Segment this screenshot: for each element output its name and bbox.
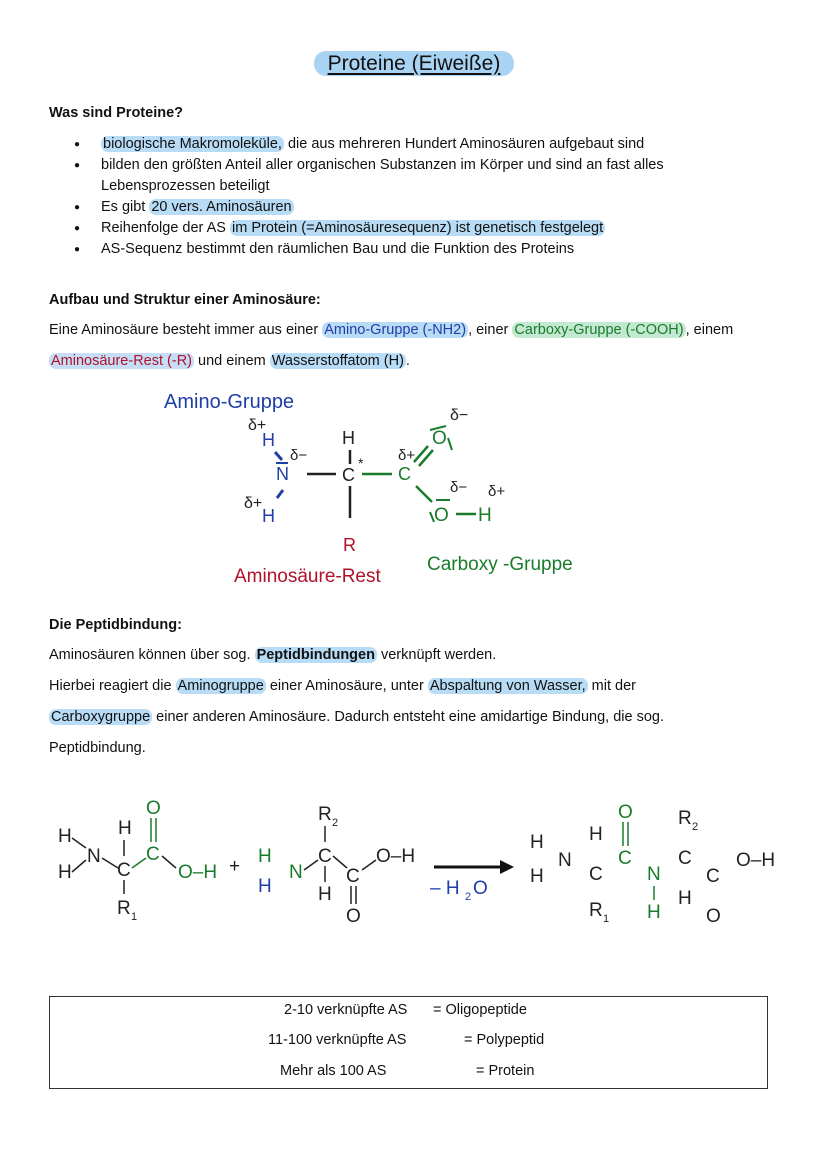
atom-c: C [618,848,632,869]
atom-n: N [558,850,572,871]
list-item-text: Es gibt [101,199,150,215]
atom-h: H [589,824,603,845]
bond [72,860,86,872]
table-cell: = Protein [476,1063,535,1079]
atom-o: O [346,906,361,927]
subscript: 1 [131,911,138,923]
atom-o: O [432,428,447,449]
atom-r2: R [678,808,692,829]
list-item [49,197,789,218]
atom-c: C [589,864,603,885]
amino-group-label: Amino-Gruppe [164,391,295,413]
atom-h: H [262,430,275,450]
chiral-marker: * [358,455,364,471]
highlight-rest: Aminosäure-Rest (-R) [51,353,192,369]
highlight: 20 vers. Aminosäuren [151,199,292,215]
highlight-carboxy: Carboxy-Gruppe (-COOH) [514,322,684,338]
table-cell: Mehr als 100 AS [280,1063,387,1079]
paragraph [49,645,809,666]
atom-c: C [706,866,720,887]
page-title [0,52,828,76]
text: mit der [587,678,636,694]
list-item-text: die aus mehreren Hundert Aminosäuren aufgebaut sind [283,136,645,152]
table-cell: 11-100 verknüpfte AS [268,1032,407,1048]
arrow-head [500,860,514,874]
list-item-text: bilden den größten Anteil aller organischen Substanzen im Körper und sind an fast alles [101,157,664,173]
list-item [49,134,789,155]
list-item [49,239,789,260]
delta-minus-label: δ− [290,447,308,464]
hydroxyl: O–H [178,862,218,883]
bond [277,490,283,498]
atom-h: H [258,846,272,867]
atom-n: N [647,864,661,885]
atom-r2: R [318,804,332,825]
water-o: O [473,878,488,899]
atom-c: C [117,860,131,881]
bond [304,860,318,870]
list-item-text: Reihenfolge der AS [101,220,230,236]
atom-o: O [146,798,161,819]
highlight: Peptidbindungen [256,647,375,663]
text: einer anderen Aminosäure. Dadurch entsteht eine amidartige Bindung, die sog. [152,709,665,725]
amino-acid-diagram [0,380,828,595]
paragraph: Peptidbindung. [49,740,146,756]
carboxy-group-label: Carboxy -Gruppe [427,554,573,575]
list-item-text: AS-Sequenz bestimmt den räumlichen Bau und die Funktion des Proteins [101,241,575,257]
delta-minus-label: δ− [450,407,469,424]
peptide-size-table [49,996,768,1089]
bond [362,860,376,870]
paragraph [49,351,809,372]
atom-h: H [530,866,544,887]
lone-pair [448,438,452,450]
subscript: 2 [692,821,699,833]
text: , einem [685,322,734,338]
hydroxyl: O–H [736,850,776,871]
atom-o: O [706,906,721,927]
highlight-h: Wasserstoffatom (H) [271,353,404,369]
text: Eine Aminosäure besteht immer aus einer [49,322,323,338]
table-cell: 2-10 verknüpfte AS [284,1002,408,1018]
subscript: 2 [332,817,339,829]
section-heading-amino-acid: Aufbau und Struktur einer Aminosäure: [49,292,321,308]
water-elimination [430,878,488,903]
bond [162,856,176,868]
section-heading-peptide: Die Peptidbindung: [49,617,182,633]
list-item [49,218,789,239]
table-cell: = Polypeptid [464,1032,545,1048]
atom-n: N [87,846,101,867]
atom-n: N [276,464,289,484]
highlight: Aminogruppe [177,678,264,694]
text: Hierbei reagiert die [49,678,176,694]
text: , einer [468,322,513,338]
atom-h: H [58,862,72,883]
text: einer Aminosäure, unter [265,678,428,694]
atom-o: O [618,802,633,823]
atom-h: H [318,884,332,905]
highlight: biologische Makromoleküle, [103,136,282,152]
amino-acid-2 [258,804,415,927]
text: verknüpft werden. [376,647,497,663]
atom-r1: R [589,900,603,921]
hydroxyl: O–H [376,846,416,867]
dipeptide [530,802,775,927]
subscript: 2 [465,891,472,903]
list-item [49,155,789,197]
delta-plus-label: δ+ [488,483,506,500]
atom-h: H [58,826,72,847]
text: Aminosäuren können über sog. [49,647,255,663]
subscript: 1 [603,913,610,925]
atom-h: H [478,505,492,526]
atom-c: C [342,465,355,485]
bond [72,838,86,848]
bond [102,858,118,868]
atom-c: C [398,464,411,484]
atom-h: H [262,506,275,526]
atom-c: C [318,846,332,867]
paragraph [49,676,809,697]
text: und einem [194,353,270,369]
water-label: – H [430,878,460,899]
atom-h: H [342,428,355,448]
highlight-amino: Amino-Gruppe (-NH2) [324,322,467,338]
rest-label: Aminosäure-Rest [234,566,381,587]
peptide-reaction-diagram [0,790,828,940]
bond [132,858,146,868]
amino-acid-1 [58,798,217,923]
atom-c: C [678,848,692,869]
table-cell: = Oligopeptide [433,1002,527,1018]
atom-h: H [530,832,544,853]
delta-plus-label: δ+ [398,447,416,464]
atom-h: H [118,818,132,839]
atom-n: N [289,862,303,883]
plus-sign: + [229,856,241,877]
atom-h: H [258,876,272,897]
protein-facts-list [49,134,789,260]
atom-c: C [346,866,360,887]
atom-r1: R [117,898,131,919]
bond [275,452,282,460]
atom-c: C [146,844,160,865]
highlight: Abspaltung von Wasser, [429,678,586,694]
highlight: im Protein (=Aminosäuresequenz) ist genetisch festgelegt [231,220,604,236]
delta-plus-label: δ+ [244,495,263,512]
paragraph [49,320,809,341]
bond [416,486,432,502]
atom-r: R [343,535,356,555]
delta-plus-label: δ+ [248,417,267,434]
atom-h: H [678,888,692,909]
highlight: Carboxygruppe [51,709,151,725]
section-heading-proteins: Was sind Proteine? [49,105,184,121]
atom-o: O [434,505,449,526]
paragraph [49,707,809,728]
list-item-text: Lebensprozessen beteiligt [101,178,270,194]
bond [333,856,347,868]
atom-h: H [647,902,661,923]
delta-minus-label: δ− [450,479,468,496]
text: . [405,353,410,369]
page-title-text: Proteine (Eiweiße) [314,51,515,76]
